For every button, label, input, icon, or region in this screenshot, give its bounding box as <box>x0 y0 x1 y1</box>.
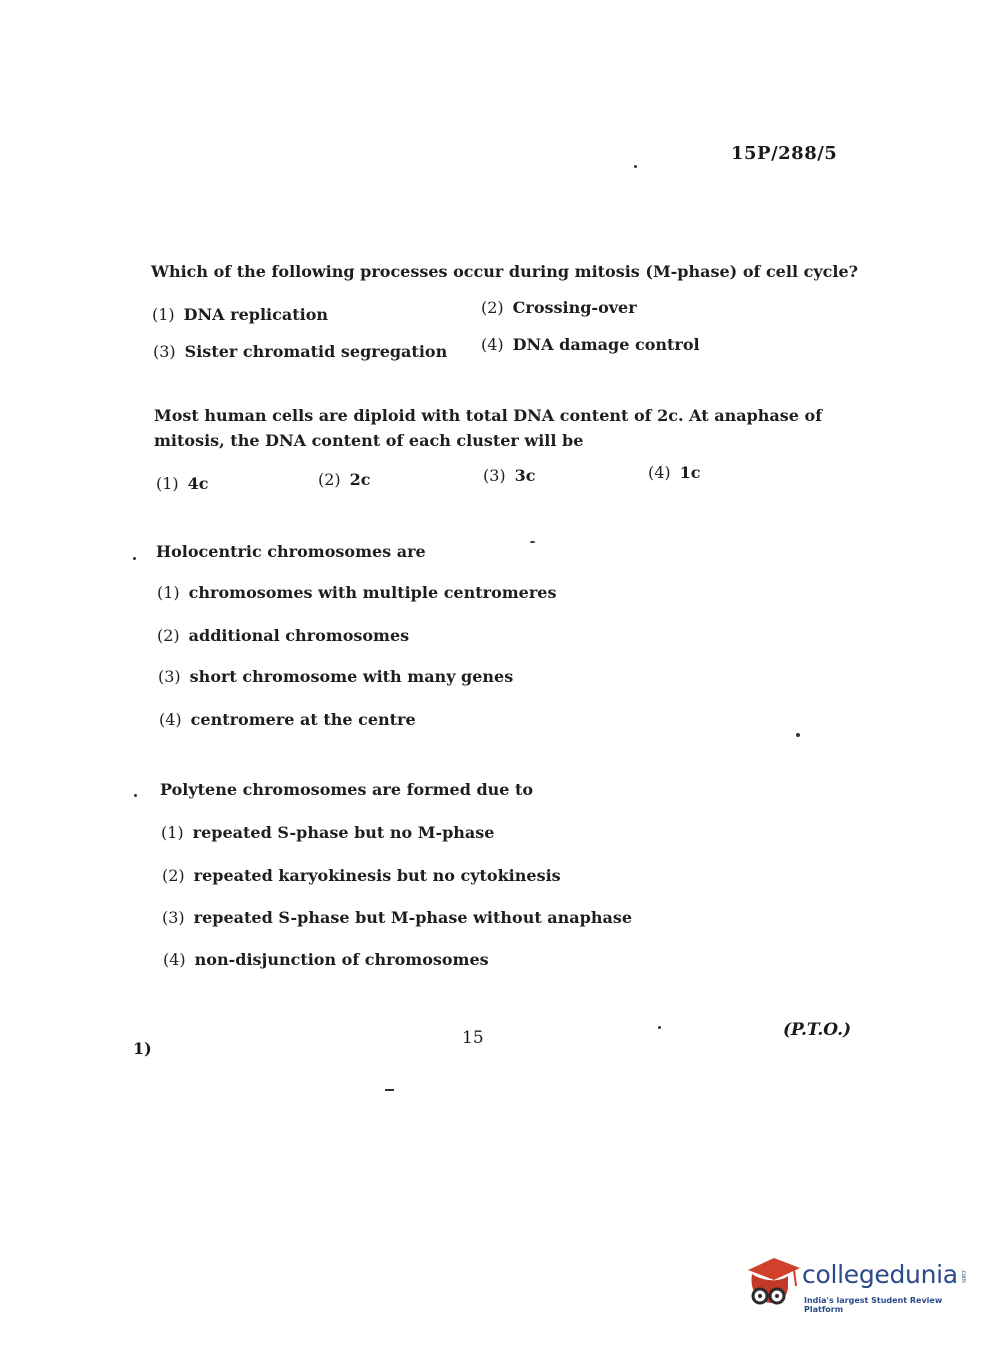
page-number: 15 <box>462 1028 484 1048</box>
scan-speck <box>796 733 800 737</box>
q4-option-3: (3) repeated S-phase but M-phase without anaphase <box>162 908 633 927</box>
q2-option-3: (3) 3c <box>483 466 536 485</box>
pto-mark: (P.T.O.) <box>783 1020 852 1040</box>
scan-speck <box>634 165 637 168</box>
question-3-text: Holocentric chromosomes are <box>156 542 426 561</box>
footer-left-mark: 1) <box>133 1039 152 1058</box>
question-2-text-line2: mitosis, the DNA content of each cluster will be <box>154 431 584 450</box>
q1-option-4: (4) DNA damage control <box>481 335 700 354</box>
q2-option-1: (1) 4c <box>156 474 209 493</box>
scan-speck <box>658 1026 661 1029</box>
scan-speck <box>385 1089 394 1091</box>
q1-option-3: (3) Sister chromatid segregation <box>153 342 448 361</box>
q2-option-2: (2) 2c <box>318 470 371 489</box>
question-4-text: Polytene chromosomes are formed due to <box>160 780 534 799</box>
logo-tagline: India's largest Student Review Platform <box>804 1296 943 1314</box>
scan-speck <box>530 541 535 543</box>
scan-speck <box>133 557 136 560</box>
logo-name: collegedunia .com <box>802 1260 967 1289</box>
question-2-text-line1: Most human cells are diploid with total DNA content of 2c. At anaphase of <box>154 406 823 425</box>
question-1-text: Which of the following processes occur during mitosis (M-phase) of cell cycle? <box>151 262 858 281</box>
q4-option-4: (4) non-disjunction of chromosomes <box>163 950 489 969</box>
mascot-icon <box>744 1252 802 1312</box>
q1-option-2: (2) Crossing-over <box>481 298 637 317</box>
q2-option-4: (4) 1c <box>648 463 701 482</box>
logo-suffix: .com <box>959 1269 967 1283</box>
q1-option-1: (1) DNA replication <box>152 305 328 324</box>
q4-option-1: (1) repeated S-phase but no M-phase <box>161 823 495 842</box>
q3-option-2: (2) additional chromosomes <box>157 626 410 645</box>
page-code: 15P/288/5 <box>731 143 838 164</box>
q3-option-1: (1) chromosomes with multiple centromeres <box>157 583 557 602</box>
q3-option-3: (3) short chromosome with many genes <box>158 667 514 686</box>
scan-speck <box>134 794 137 797</box>
q3-option-4: (4) centromere at the centre <box>159 710 416 729</box>
q4-option-2: (2) repeated karyokinesis but no cytokinesis <box>162 866 561 885</box>
collegedunia-logo <box>744 1252 974 1312</box>
